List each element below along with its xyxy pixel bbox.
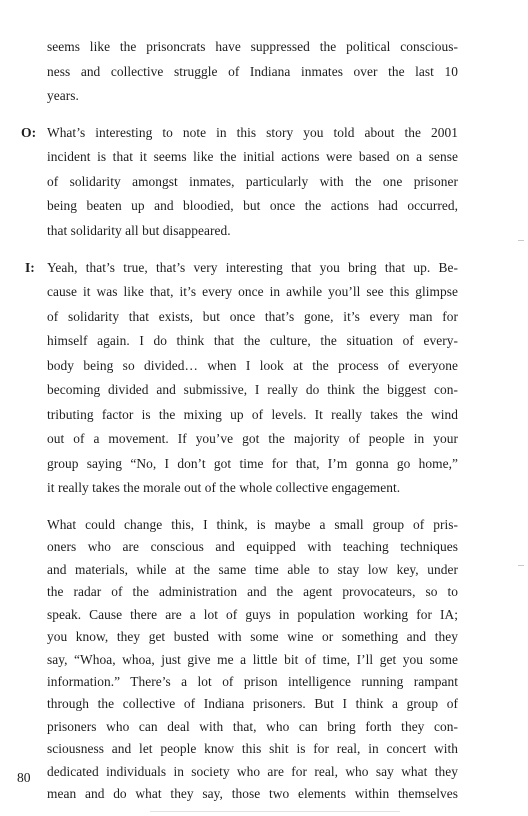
paragraph-line: you know, they get busted with some wine or something and they <box>47 629 458 644</box>
paragraph-line: group saying “No, I don’t got time for that, I’m gonna go home,” <box>47 456 458 471</box>
speaker-label-i: I: <box>25 260 35 275</box>
paragraph-line: through the collective of Indiana prisoners. But I think a group of <box>47 696 458 711</box>
paragraph-line: speak. Cause there are a lot of guys in population working for IA; <box>47 607 458 622</box>
scan-edge-mark <box>518 565 524 566</box>
scan-edge-mark <box>518 240 524 241</box>
scan-bottom-edge <box>150 811 400 812</box>
paragraph-line: ness and collective struggle of Indiana inmates over the last 10 <box>47 64 458 79</box>
paragraph-line: seems like the prisoncrats have suppressed the political conscious- <box>47 39 458 54</box>
paragraph-line: cause it was like that, it’s every once in awhile you’ll see this glimpse <box>47 284 458 299</box>
paragraph-line: incident is that it seems like the initial actions were based on a sense <box>47 149 458 164</box>
paragraph-line: becoming divided and submissive, I really do think the biggest con- <box>47 382 458 397</box>
paragraph-line: Yeah, that’s true, that’s very interesting that you bring that up. Be- <box>47 260 458 275</box>
paragraph-line: say, “Whoa, whoa, just give me a little bit of time, I’ll get you some <box>47 652 458 667</box>
paragraph-line: information.” There’s a lot of prison intelligence running rampant <box>47 674 458 689</box>
paragraph-line: What’s interesting to note in this story you told about the 2001 <box>47 125 458 140</box>
paragraph-line: prisoners who can deal with that, who can bring forth they con- <box>47 719 458 734</box>
page-number: 80 <box>17 770 31 785</box>
paragraph-line: years. <box>47 88 79 103</box>
paragraph-line: out of a movement. If you’ve got the majority of people in your <box>47 431 458 446</box>
paragraph-line: it really takes the morale out of the whole collective engagement. <box>47 480 401 495</box>
paragraph-line: that solidarity all but disappeared. <box>47 223 231 238</box>
paragraph-line: body being so divided… when I look at the process of everyone <box>47 358 458 373</box>
paragraph-line: sciousness and let people know this shit is for real, in concert with <box>47 741 458 756</box>
paragraph-line: of solidarity that exists, but once that’s gone, it’s every man for <box>47 309 458 324</box>
paragraph-line: the radar of the administration and the agent provocateurs, so to <box>47 584 458 599</box>
paragraph-line: What could change this, I think, is maybe a small group of pris- <box>47 517 458 532</box>
paragraph-line: oners who are conscious and equipped with teaching techniques <box>47 539 458 554</box>
paragraph-line: tributing factor is the mixing up of levels. It really takes the wind <box>47 407 458 422</box>
paragraph-line: and materials, while at the same time able to stay low key, under <box>47 562 458 577</box>
paragraph-line: mean and do what they say, those two elements within themselves <box>47 786 458 801</box>
speaker-label-o: O: <box>21 125 37 140</box>
paragraph-line: dedicated individuals in society who are for real, who say what they <box>47 764 458 779</box>
paragraph-line: himself again. I do think that the culture, the situation of every- <box>47 333 458 348</box>
paragraph-line: being beaten up and bloodied, but once the actions had occurred, <box>47 198 458 213</box>
paragraph-line: of solidarity amongst inmates, particularly with the one prisoner <box>47 174 458 189</box>
